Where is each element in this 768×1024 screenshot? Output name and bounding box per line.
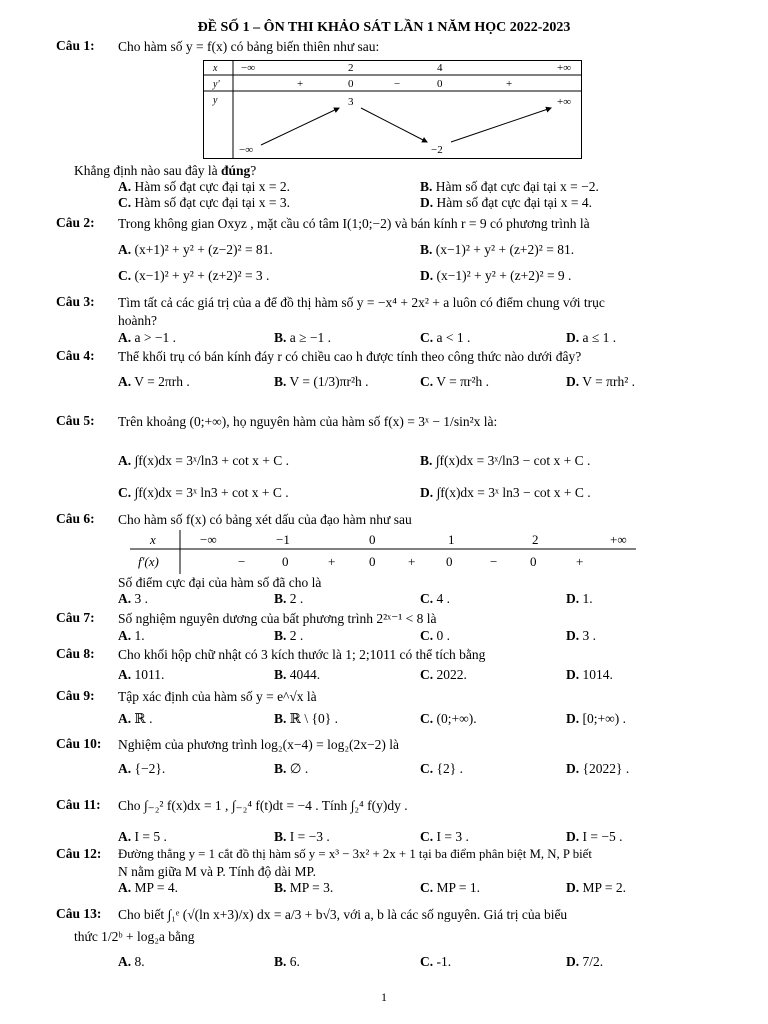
row-label-yprime: y' [213,79,220,90]
option-c[interactable]: C. 0 . [420,628,450,643]
page-number: 1 [381,990,387,1004]
question-stem-2: N nằm giữa M và P. Tính độ dài MP. [118,864,316,879]
option-d[interactable]: D. I = −5 . [566,829,623,844]
sign: − [238,554,246,569]
question-stem: Cho ∫₋₂² f(x)dx = 1 , ∫₋₂⁴ f(t)dt = −4 . Tính ∫₂⁴ f(y)dy . [118,798,408,813]
sign: + [576,554,584,569]
x-val: +∞ [610,532,627,547]
option-d[interactable]: D. V = πrh² . [566,374,635,389]
x-val: −1 [276,532,290,547]
sign: 0 [437,78,443,90]
sign: + [408,554,416,569]
row-label-fprime: f'(x) [138,554,159,569]
question-label: Câu 1: [56,38,95,53]
page-title: ĐỀ SỐ 1 – ÔN THI KHẢO SÁT LẦN 1 NĂM HỌC 2022-2023 [197,20,571,35]
question-label: Câu 9: [56,688,95,703]
sign: + [506,78,513,90]
question-stem: Thể khối trụ có bán kính đáy r có chiều cao h được tính theo công thức nào dưới đây? [118,349,582,364]
question-label: Câu 8: [56,646,95,661]
question-label: Câu 13: [56,906,102,921]
decrease-arrow [361,108,427,142]
question-stem: Trong không gian Oxyz , mặt cầu có tâm I(1;0;−2) và bán kính r = 9 có phương trình là [118,216,590,231]
option-c[interactable]: C. (x−1)² + y² + (z+2)² = 3 . [118,268,270,283]
option-c[interactable]: C. ∫f(x)dx = 3ˣ ln3 + cot x + C . [118,485,289,500]
option-b[interactable]: B. 2 . [274,591,304,606]
option-c[interactable]: C. Hàm số đạt cực đại tại x = 3. [118,195,291,210]
y-val-min: −2 [431,144,443,156]
option-c[interactable]: C. 4 . [420,591,450,606]
option-a[interactable]: A. I = 5 . [118,829,167,844]
option-a[interactable]: A. ∫f(x)dx = 3ˣ/ln3 + cot x + C . [118,453,290,468]
sign: − [394,78,401,90]
x-val: −∞ [200,532,217,547]
increase-arrow [261,108,339,145]
option-d[interactable]: D. 1. [566,591,593,606]
question-stem: Tập xác định của hàm số y = e^√x là [118,689,317,704]
option-a[interactable]: A. Hàm số đạt cực đại tại x = 2. [118,179,291,194]
option-c[interactable]: C. 2022. [420,667,467,682]
question-label: Câu 3: [56,294,95,309]
question-stem: Trên khoảng (0;+∞), họ nguyên hàm của hàm số f(x) = 3ˣ − 1/sin²x là: [118,414,498,429]
row-label-x: x [213,63,218,74]
question-label: Câu 4: [56,348,95,363]
option-b[interactable]: B. I = −3 . [274,829,330,844]
sign: 0 [282,554,289,569]
option-d[interactable]: D. a ≤ 1 . [566,330,617,345]
question-label: Câu 12: [56,846,102,861]
question-label: Câu 7: [56,610,95,625]
option-a[interactable]: A. {−2}. [118,761,166,776]
option-c[interactable]: C. I = 3 . [420,829,469,844]
option-d[interactable]: D. {2022} . [566,761,630,776]
option-a[interactable]: A. V = 2πrh . [118,374,190,389]
x-val: 4 [437,62,443,74]
option-c[interactable]: C. -1. [420,954,452,969]
question-stem: Đường thẳng y = 1 cắt đồ thị hàm số y = x³ − 3x² + 2x + 1 tại ba điểm phân biệt M, N, P biết [118,847,592,861]
x-val: −∞ [241,62,256,74]
sign: 0 [446,554,453,569]
question-stem: Cho hàm số y = f(x) có bảng biến thiên như sau: [118,39,380,54]
y-val-max: 3 [348,96,354,108]
question-stem-2: hoành? [118,313,157,328]
question-label: Câu 5: [56,413,95,428]
option-b[interactable]: B. 6. [274,954,300,969]
option-c[interactable]: C. (0;+∞). [420,711,477,726]
option-c[interactable]: C. {2} . [420,761,463,776]
option-a[interactable]: A. 1. [118,628,145,643]
option-d[interactable]: D. MP = 2. [566,880,626,895]
option-b[interactable]: B. ∅ . [274,761,309,776]
question-stem: Số nghiệm nguyên dương của bất phương trình 2²ˣ⁻¹ < 8 là [118,611,437,626]
x-val: 1 [448,532,455,547]
option-a[interactable]: A. MP = 4. [118,880,178,895]
option-d[interactable]: D. [0;+∞) . [566,711,626,726]
question-stem-2: Khẳng định nào sau đây là đúng? [74,163,257,178]
sign: 0 [530,554,537,569]
option-d[interactable]: D. ∫f(x)dx = 3ˣ ln3 − cot x + C . [420,485,591,500]
option-d[interactable]: D. 1014. [566,667,613,682]
question-stem: Cho khối hộp chữ nhật có 3 kích thước là 1; 2;1011 có thể tích bằng [118,647,486,662]
question-label: Câu 10: [56,736,102,751]
row-label-x: x [150,532,156,547]
option-b[interactable]: B. V = (1/3)πr²h . [274,374,369,389]
y-val-plus-inf: +∞ [557,96,572,108]
x-val: 0 [369,532,376,547]
option-c[interactable]: C. MP = 1. [420,880,480,895]
option-b[interactable]: B. ∫f(x)dx = 3ˣ/ln3 − cot x + C . [420,453,591,468]
option-d[interactable]: D. 7/2. [566,954,604,969]
option-b[interactable]: B. a ≥ −1 . [274,330,332,345]
sign: 0 [348,78,354,90]
option-d[interactable]: D. 3 . [566,628,596,643]
option-a[interactable]: A. 1011. [118,667,165,682]
option-b[interactable]: B. MP = 3. [274,880,334,895]
question-label: Câu 11: [56,797,101,812]
option-d[interactable]: D. (x−1)² + y² + (z+2)² = 9 . [420,268,572,283]
question-stem-2: Số điểm cực đại của hàm số đã cho là [118,575,322,590]
question-stem: Cho biết ∫₁ᵉ (√(ln x+3)/x) dx = a/3 + b√3, với a, b là các số nguyên. Giá trị của biểu [118,907,568,922]
question-stem: Cho hàm số f(x) có bảng xét dấu của đạo hàm như sau [118,512,412,527]
option-a[interactable]: A. (x+1)² + y² + (z−2)² = 81. [118,242,273,257]
y-val-minus-inf: −∞ [239,144,254,156]
x-val: 2 [532,532,539,547]
question-stem-2: thức 1/2ᵇ + log₂a bằng [74,929,195,944]
x-val: 2 [348,62,354,74]
option-c[interactable]: C. a < 1 . [420,330,471,345]
option-b[interactable]: B. 2 . [274,628,304,643]
option-a[interactable]: A. a > −1 . [118,330,176,345]
option-b[interactable]: B. Hàm số đạt cực đại tại x = −2. [420,179,599,194]
increase-arrow [451,108,551,142]
question-stem: Tìm tất cả các giá trị của a để đồ thị hàm số y = −x⁴ + 2x² + a luôn có điểm chung với trục [118,295,605,310]
option-a[interactable]: A. 8. [118,954,145,969]
option-b[interactable]: B. (x−1)² + y² + (z+2)² = 81. [420,242,575,257]
sign: + [328,554,336,569]
variation-table [203,60,583,160]
sign-table [130,530,636,574]
option-d[interactable]: D. Hàm số đạt cực đại tại x = 4. [420,195,593,210]
option-b[interactable]: B. 4044. [274,667,321,682]
question-stem: Nghiệm của phương trình log₂(x−4) = log₂(2x−2) là [118,737,400,752]
option-a[interactable]: A. 3 . [118,591,148,606]
sign: 0 [369,554,376,569]
option-a[interactable]: A. ℝ . [118,711,153,726]
row-label-y: y [213,95,218,106]
sign: + [297,78,304,90]
question-label: Câu 6: [56,511,95,526]
question-label: Câu 2: [56,215,95,230]
option-c[interactable]: C. V = πr²h . [420,374,489,389]
sign: − [490,554,498,569]
x-val: +∞ [557,62,572,74]
option-b[interactable]: B. ℝ \ {0} . [274,711,338,726]
